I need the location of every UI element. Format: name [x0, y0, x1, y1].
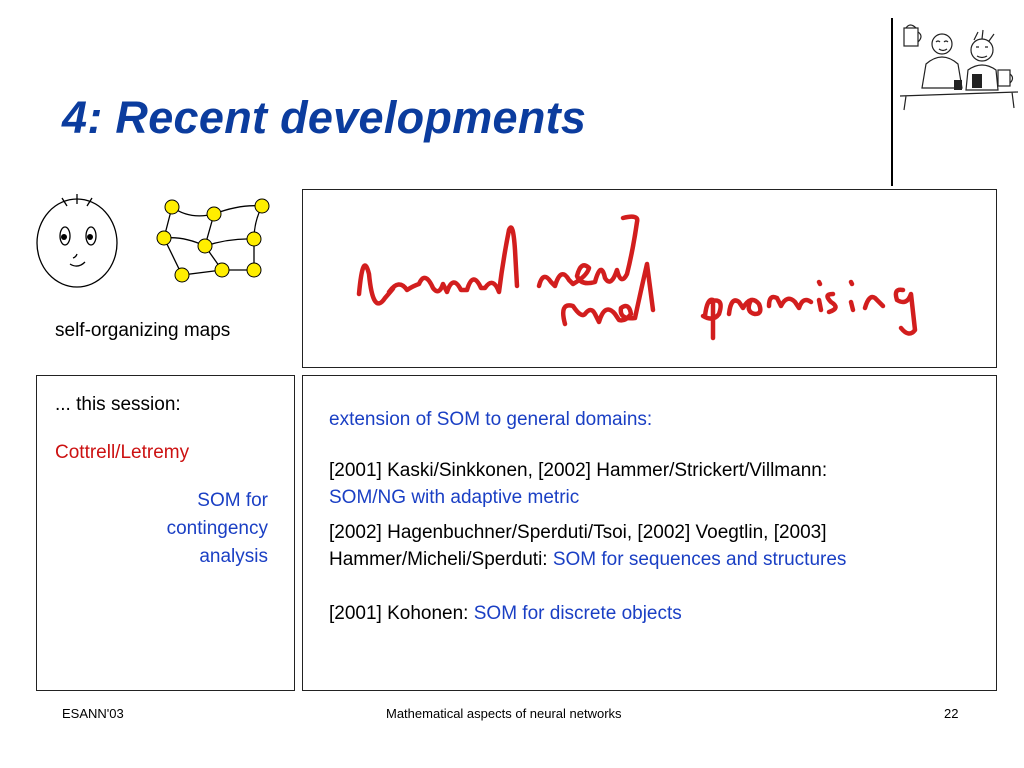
reference-line: [2002] Hagenbuchner/Sperduti/Tsoi, [2002] Voegtlin, [2003]	[329, 522, 827, 543]
som-node	[247, 232, 261, 246]
session-topic	[68, 487, 268, 571]
cartoon-sketch-image	[896, 14, 1022, 114]
footer-title: Mathematical aspects of neural networks	[386, 706, 622, 721]
session-authors: Cottrell/Letremy	[55, 442, 190, 463]
som-caption: self-organizing maps	[55, 320, 231, 341]
som-node	[157, 231, 171, 245]
som-node	[175, 268, 189, 282]
som-node	[215, 263, 229, 277]
som-node	[207, 207, 221, 221]
vertical-divider	[891, 18, 893, 186]
session-label: ... this session:	[55, 394, 181, 415]
session-topic-line: SOM for	[197, 490, 268, 511]
session-box	[36, 375, 295, 691]
reference-line	[329, 546, 846, 573]
som-graph-diagram	[150, 192, 280, 292]
reference-entry	[329, 600, 682, 627]
reference-authors: [2001] Kohonen:	[329, 603, 474, 624]
reference-line	[329, 600, 682, 627]
footer-conference: ESANN'03	[62, 706, 124, 721]
developments-heading: extension of SOM to general domains:	[329, 409, 653, 430]
handwritten-annotation	[303, 190, 995, 366]
smiley-face-icon	[30, 186, 124, 290]
slide-title: 4: Recent developments	[62, 92, 587, 143]
som-node	[165, 200, 179, 214]
som-node	[255, 199, 269, 213]
reference-entry	[329, 457, 827, 511]
reference-topic: SOM for discrete objects	[473, 603, 682, 624]
handwriting-box	[302, 189, 997, 368]
developments-box	[302, 375, 997, 691]
reference-line	[329, 484, 827, 511]
reference-topic: SOM/NG with adaptive metric	[329, 487, 580, 508]
reference-entry	[329, 519, 846, 573]
footer-page-number: 22	[944, 706, 959, 721]
reference-authors: Hammer/Micheli/Sperduti:	[329, 549, 553, 570]
session-topic-line: contingency	[166, 518, 268, 539]
reference-line: [2001] Kaski/Sinkkonen, [2002] Hammer/Strickert/Villmann:	[329, 460, 828, 481]
som-node	[247, 263, 261, 277]
session-topic-line: analysis	[199, 546, 268, 567]
som-node	[198, 239, 212, 253]
reference-topic: SOM for sequences and structures	[552, 549, 847, 570]
